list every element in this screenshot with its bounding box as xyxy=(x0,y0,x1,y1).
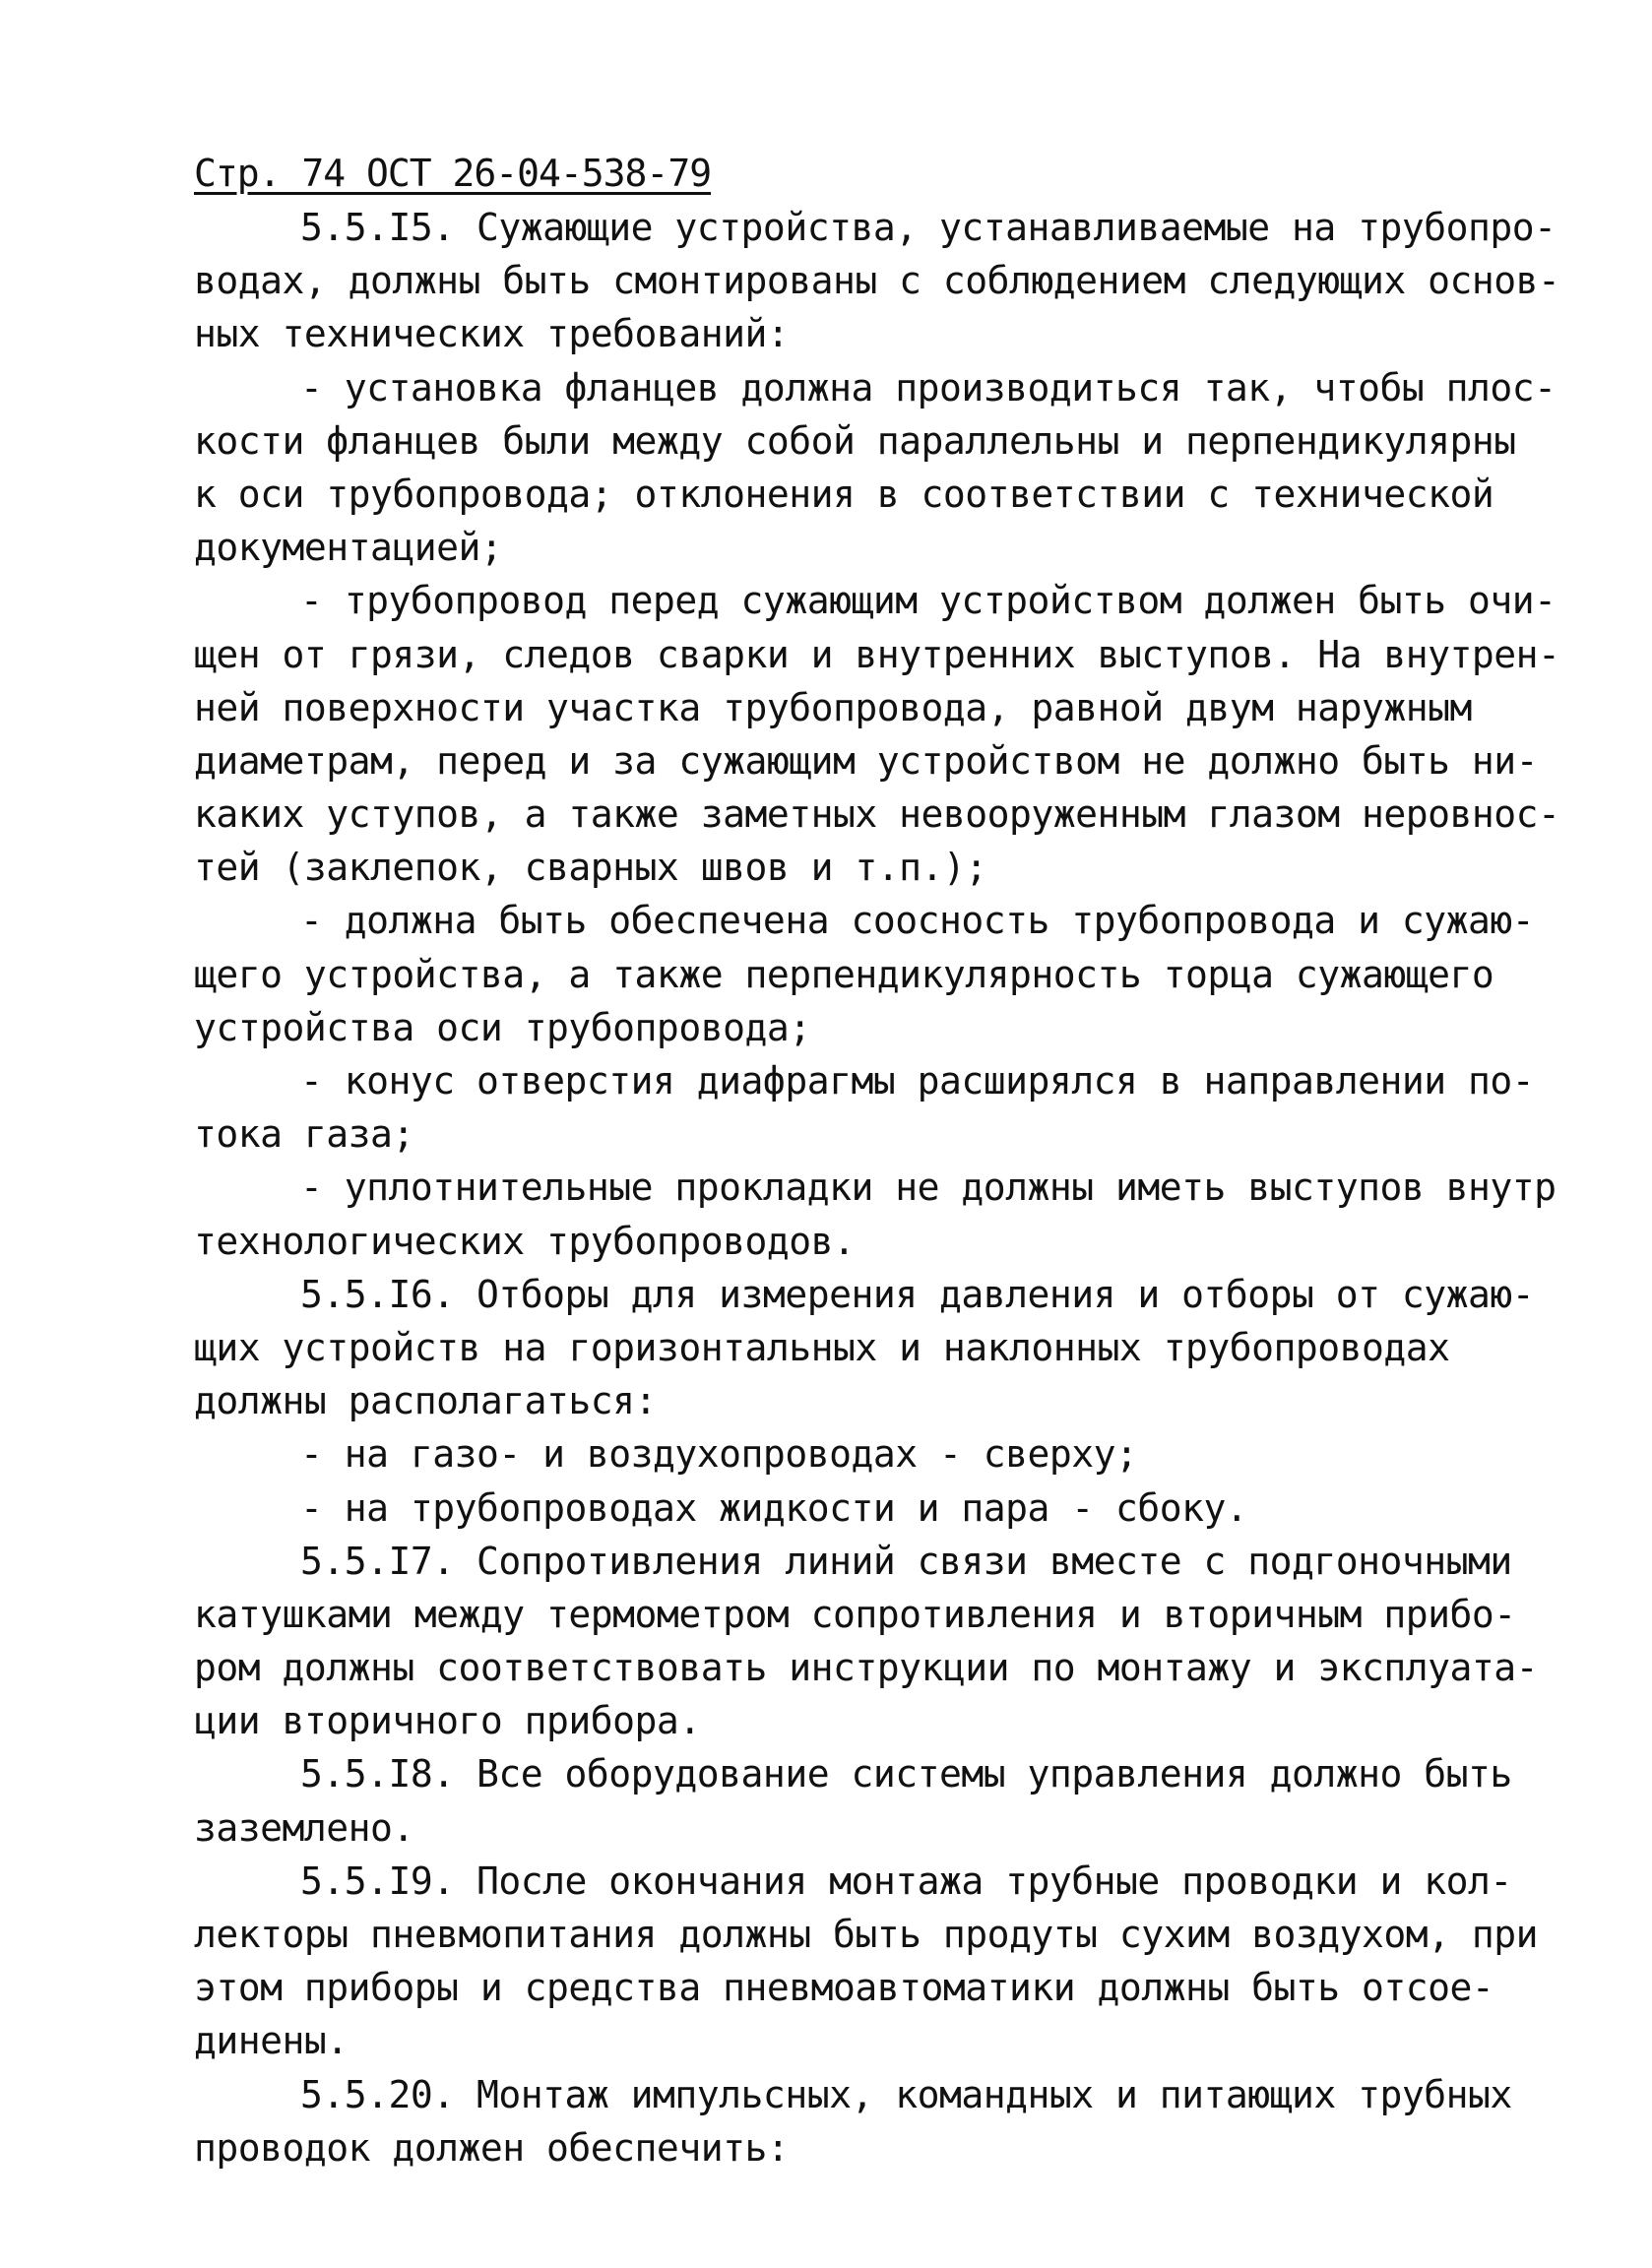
text-line: щих устройств на горизонтальных и наклонных трубопроводах xyxy=(194,1325,1450,1369)
text-line: 5.5.I7. Сопротивления линий связи вместе с подгоночными xyxy=(300,1539,1512,1583)
text-line: динены. xyxy=(194,2019,349,2063)
text-line: проводок должен обеспечить: xyxy=(194,2125,790,2170)
text-line: диаметрам, перед и за сужающим устройством не должно быть ни- xyxy=(194,738,1539,783)
text-line: водах, должны быть смонтированы с соблюдением следующих основ- xyxy=(194,259,1560,303)
text-line: документацией; xyxy=(194,526,503,570)
text-line: ных технических требований: xyxy=(194,312,790,356)
text-line: лекторы пневмопитания должны быть продуты сухим воздухом, при xyxy=(194,1913,1539,1956)
text-line: щен от грязи, следов сварки и внутренних выступов. На внутрен- xyxy=(194,632,1560,676)
text-line: тока газа; xyxy=(194,1112,414,1157)
text-line: 5.5.I5. Сужающие устройства, устанавливаемые на трубопро- xyxy=(300,206,1557,249)
text-line: ней поверхности участка трубопровода, равной двум наружным xyxy=(194,685,1472,729)
text-line: устройства оси трубопровода; xyxy=(194,1005,811,1049)
text-line: 5.5.I6. Отборы для измерения давления и отборы от сужаю- xyxy=(300,1272,1535,1316)
text-line: - должна быть обеспечена соосность трубопровода и сужаю- xyxy=(300,899,1535,943)
text-line: тей (заклепок, сварных швов и т.п.); xyxy=(194,846,987,890)
text-line: к оси трубопровода; отклонения в соответствии с технической xyxy=(194,472,1494,516)
page-header: Стр. 74 ОСТ 26-04-538-79 xyxy=(194,152,712,195)
text-line: 5.5.I9. После окончания монтажа трубные проводки и кол- xyxy=(300,1858,1512,1903)
text-line: - на газо- и воздухопроводах - сверху; xyxy=(300,1432,1138,1477)
text-line: каких уступов, а также заметных невооруженным глазом неровнос- xyxy=(194,792,1560,837)
text-line: технологических трубопроводов. xyxy=(194,1219,856,1263)
text-line: заземлено. xyxy=(194,1805,414,1850)
text-line: щего устройства, а также перпендикулярность торца сужающего xyxy=(194,952,1494,996)
text-line: катушками между термометром сопротивления и вторичным прибо- xyxy=(194,1592,1516,1636)
text-line: - на трубопроводах жидкости и пара - сбоку. xyxy=(300,1485,1248,1530)
text-line: - уплотнительные прокладки не должны иметь выступов внутр xyxy=(300,1166,1557,1210)
text-line: - конус отверстия диафрагмы расширялся в направлении по- xyxy=(300,1059,1535,1102)
body-text xyxy=(194,201,1560,2174)
text-line: этом приборы и средства пневмоавтоматики должны быть отсое- xyxy=(194,1966,1494,2010)
text-line: ции вторичного прибора. xyxy=(194,1699,701,1743)
text-line: - трубопровод перед сужающим устройством должен быть очи- xyxy=(300,579,1557,623)
text-line: - установка фланцев должна производиться так, чтобы плос- xyxy=(300,365,1557,410)
text-line: 5.5.20. Монтаж импульсных, командных и питающих трубных xyxy=(300,2072,1512,2116)
text-line: должны располагаться: xyxy=(194,1379,657,1423)
text-line: 5.5.I8. Все оборудование системы управления должно быть xyxy=(300,1752,1512,1796)
text-line: ром должны соответствовать инструкции по монтажу и эксплуата- xyxy=(194,1646,1539,1690)
text-line: кости фланцев были между собой параллельны и перпендикулярны xyxy=(194,418,1516,463)
